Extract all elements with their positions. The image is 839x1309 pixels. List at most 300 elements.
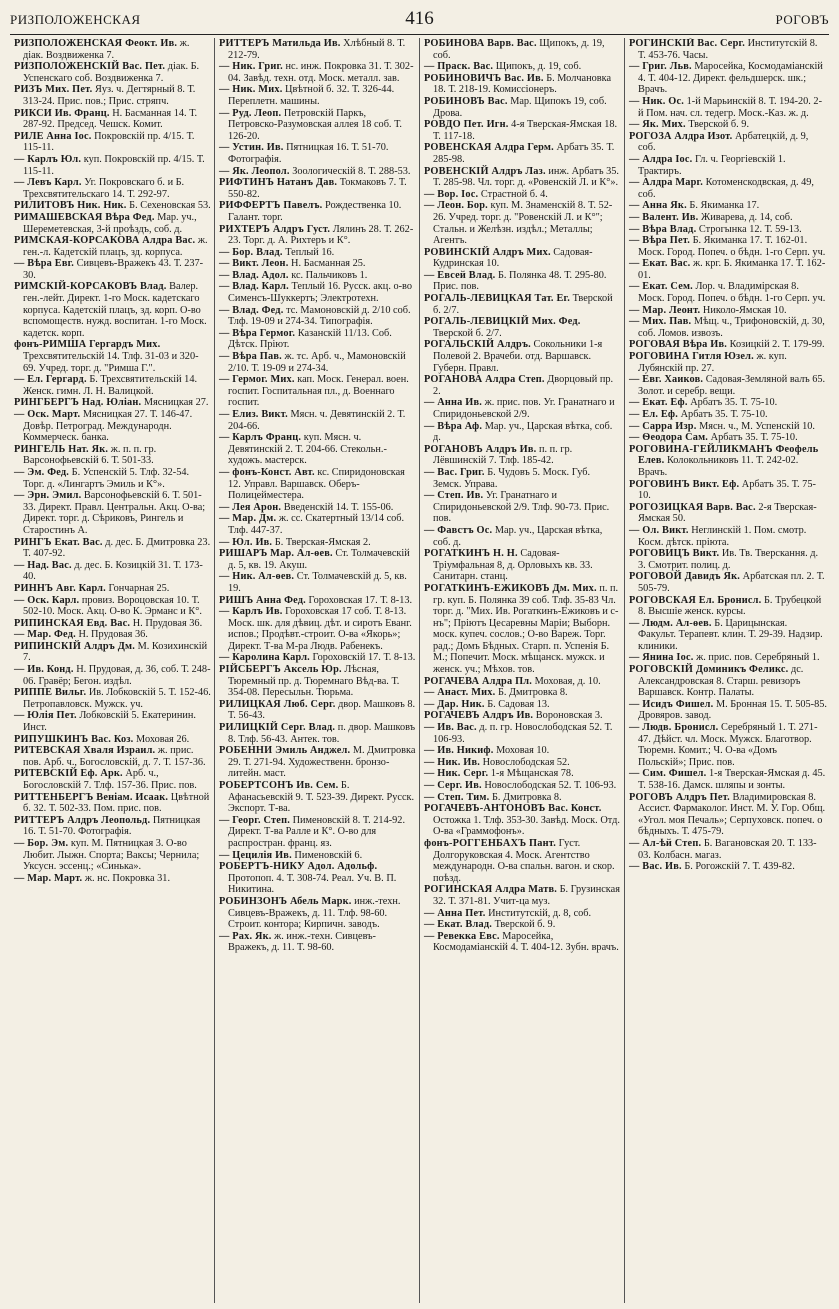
entry-details: Арбатецкій, д. 9, соб. xyxy=(638,130,809,154)
directory-entry xyxy=(13,374,211,397)
entry-details: Арбатъ 35. Т. 285-98. xyxy=(433,142,615,165)
entry-name: РИМСКАЯ-КОРСАКОВА Алдра Вас. xyxy=(14,235,196,247)
entry-name: — Ревекка Евс. xyxy=(424,930,500,942)
entry-details: Живарева, д. 14, соб. xyxy=(701,211,793,223)
entry-name: — Ив. Никиф. xyxy=(424,745,494,757)
entry-details: нс. инж. Покровка 31. Т. 302-04. Завѣд. техн. отд. Моск. металл. зав. xyxy=(228,61,414,84)
entry-details: Б. Трехсвятительскій 14. Женск. гимн. Л. Н. Валицкой. xyxy=(23,374,198,397)
directory-entry xyxy=(423,339,621,374)
entry-name: — Фавстъ Ос. xyxy=(424,524,493,536)
entry-details: Ив. Тв. Тверскання. д. 3. Смотрит. полиц. д. xyxy=(638,548,819,571)
entry-name: — Вѣра Аф. xyxy=(424,420,483,432)
entry-details: Ив. Лобковскій 5. Т. 152-46. Петропавловск. Мужск. уч. xyxy=(23,687,211,710)
directory-entry xyxy=(423,189,621,201)
directory-entry xyxy=(423,316,621,339)
entry-name: — Анаст. Мих. xyxy=(424,687,496,699)
entry-name: РОГАЛЬСКІЙ Алдръ. xyxy=(424,339,531,351)
entry-details: Строгынка 12. Т. 59-13. xyxy=(698,223,802,235)
entry-name: — Каролина Карл. xyxy=(219,652,310,664)
entry-name: — Дар. Ник. xyxy=(424,698,485,710)
directory-entry xyxy=(628,838,827,861)
directory-entry xyxy=(218,84,416,107)
entry-name: РОГИНСКАЯ Алдра Матв. xyxy=(424,884,558,896)
entry-name: — Степ. Тим. xyxy=(424,791,490,803)
entry-name: РОБЕРТЪ-НИКУ Адол. Адольф. xyxy=(219,861,378,873)
entry-details: Мѣщ. ч., Трифоновскій, д. 30, соб. Ломов. извозъ. xyxy=(638,316,825,339)
entry-details: Моховая 26. xyxy=(136,733,190,745)
directory-entry xyxy=(13,84,211,107)
entry-details: Ст. Толмачевскій д. 5, кв. 19. xyxy=(228,571,407,594)
entry-details: М. Бронная 15. Т. 505-85. Дровяров. завод. xyxy=(638,698,827,722)
entry-details: Б. Рогожскій 7. Т. 439-82. xyxy=(684,861,795,873)
entry-name: РИПИНСКІЙ Алдръ Дм. xyxy=(14,640,136,652)
entry-details: кап. Моск. Генерал. воен. госпит. Госпитальная пл., д. Военнаго госпит. xyxy=(228,374,409,409)
directory-entry xyxy=(13,838,211,873)
directory-entry xyxy=(423,757,621,769)
header-left-word: РИЗПОЛОЖЕНСКАЯ xyxy=(10,12,141,27)
entry-name: — Евг. Хаиков. xyxy=(629,374,704,386)
entry-name: РИШЪ Анна Фед. xyxy=(219,594,306,606)
directory-entry xyxy=(218,652,416,664)
directory-entry xyxy=(628,699,827,722)
entry-name: — Вѣра Пет. xyxy=(629,235,691,247)
directory-entry xyxy=(218,166,416,178)
entry-name: РОГОЗА Алдра Изот. xyxy=(629,130,733,142)
entry-name: РИТЕВСКАЯ Хваля Израил. xyxy=(14,745,156,757)
directory-entry xyxy=(628,224,827,236)
entry-details: Лор. ч. Владимірская 8. Моск. Город. Попеч. о бѣдн. 1-го Серп. уч. xyxy=(638,281,826,305)
directory-entry xyxy=(218,351,416,374)
directory-entry xyxy=(423,374,621,397)
directory-entry xyxy=(13,397,211,409)
directory-entry xyxy=(218,780,416,815)
directory-entry xyxy=(423,745,621,757)
directory-entry xyxy=(628,571,827,594)
entry-name: — Вѣра Евг. xyxy=(14,258,75,270)
entry-details: п. п. гр. Лёвшинскій 7. Тлф. 185-42. xyxy=(433,443,573,467)
entry-name: — Исидъ Фишел. xyxy=(629,698,714,710)
entry-name: РОГАНОВЪ Алдръ Ив. xyxy=(424,443,537,455)
entry-name: — Карлъ Ив. xyxy=(219,606,283,618)
entry-name: — Юлія Пет. xyxy=(14,710,77,722)
entry-details: Новослободская 52. Т. 106-93. xyxy=(484,780,617,791)
directory-entry xyxy=(628,154,827,177)
entry-name: — Бор. Влад. xyxy=(219,246,283,258)
entry-name: — Викт. Леон. xyxy=(219,258,289,270)
entry-details: ж. нс. Покровка 31. xyxy=(84,872,171,884)
header-right-word: РОГОВЪ xyxy=(775,12,829,27)
entry-name: РОГАТКИНЪ-ЕЖИКОВЪ Дм. Мих. xyxy=(424,582,597,594)
entry-details: д. дес. Б. Козицкій 31. Т. 173-40. xyxy=(23,559,203,583)
directory-entry xyxy=(218,38,416,61)
page-header xyxy=(10,8,829,35)
directory-entry xyxy=(628,374,827,397)
directory-entry xyxy=(218,606,416,652)
entry-details: Густ. Долгоруковская 4. Моск. Агентство международн. О-ва спальн. вагон. и скор. поѣзд. xyxy=(433,837,615,884)
entry-details: Мясн. ч. Девятинскій 2. Т. 204-66. xyxy=(228,409,406,432)
directory-entry xyxy=(218,281,416,304)
entry-details: Тверской б. 9. xyxy=(494,919,556,931)
directory-entry xyxy=(628,177,827,200)
entry-details: Мясн. ч., М. Успенскій 10. xyxy=(699,420,815,432)
directory-entry xyxy=(13,200,211,212)
directory-entry xyxy=(628,339,827,351)
entry-details: 1-й Марьинскій 8. Т. 194-20. 2-й Пом. нач. сл. тедегр. Моск.-Каз. ж. д. xyxy=(638,95,823,119)
entry-name: РОБИНОВИЧЪ Вас. Ив. xyxy=(424,72,544,84)
entry-name: — Вѣра Влад. xyxy=(629,223,697,235)
entry-name: РИМСКІЙ-КОРСАКОВЪ Влад. xyxy=(14,281,167,293)
entry-name: РИЗПОЛОЖЕНСКАЯ Феокт. Ив. xyxy=(14,38,178,49)
entry-details: Б. Царицынская. Факульт. Терапевт. клин. Т. 29-39. Надзир. клиники. xyxy=(638,617,823,652)
entry-name: РОГОВСКАЯ Ел. Бронисл. xyxy=(629,594,762,606)
page-number: 416 xyxy=(405,8,434,29)
directory-entry xyxy=(13,641,211,664)
entry-details: Садовая-Кудринская 10. xyxy=(433,246,593,270)
entry-details: Пименовскій 8. Т. 214-92. Директ. Т-ва Ралле и К°. О-во для распростран. франц. яз. xyxy=(228,814,406,849)
entry-details: Мясницкая 27. xyxy=(143,397,209,409)
entry-details: ж. крг. Б. Якиманка 17. Т. 162-01. xyxy=(638,258,826,281)
entry-name: — Ник. Ив. xyxy=(424,756,481,768)
column-3 xyxy=(420,38,625,1303)
directory-entry xyxy=(628,131,827,154)
entry-details: Вороновская 3. xyxy=(535,710,603,722)
entry-details: Арбатъ 35. Т. 75-10. xyxy=(680,409,768,420)
entry-details: Лобковскій 5. Екатеринин. Инст. xyxy=(23,710,196,734)
entry-details: Котоменскодвская, д. 49, соб. xyxy=(638,177,814,200)
entry-details: Б. Успенскій 5. Тлф. 32-54. Торг. д. «Лингартъ Эмиль и К°». xyxy=(23,466,190,490)
entry-details: Мясницкая 27. Т. 146-47. Довѣр. Петроград. Международн. Коммерческ. банка. xyxy=(23,409,193,444)
entry-name: РОГАНОВА Алдра Степ. xyxy=(424,374,545,386)
entry-name: — Влад. Фед. xyxy=(219,304,284,316)
entry-name: РИНГБЕРГЪ Над. Юліан. xyxy=(14,397,142,409)
entry-name: РОВДО Пет. Игн. xyxy=(424,119,509,131)
entry-details: Гороховская 17 соб. Т. 8-13. Моск. шк. для дѣвиц. дѣт. и сиротъ Еванг. испов.; Продѣвт.-строит. О-ва «Якорь»; Директ. Т-ва М-ра Людв. Рабенекъ. xyxy=(228,606,412,652)
entry-name: РИХТЕРЪ Алдръ Густ. xyxy=(219,223,331,235)
directory-entry xyxy=(218,722,416,745)
entry-name: РОГАТКИНЪ Н. Н. xyxy=(424,548,518,560)
entry-name: — Анна Ив. xyxy=(424,397,483,409)
directory-entry xyxy=(423,710,621,722)
entry-details: куп. М. Знаменскій 8. Т. 52-26. Учред. торг. д. "Ровенскій Л. и К°"; Стальн. и Желѣзн. издѣл.; Металлы; Агентъ. xyxy=(433,200,613,247)
entry-name: РИТТЕРЪ Матильда Ив. xyxy=(219,38,341,49)
directory-entry xyxy=(423,421,621,444)
directory-entry xyxy=(423,699,621,711)
entry-details: тс. Мамоновскій д. 2/10 соб. Тлф. 19-09 и 274-34. Типографія. xyxy=(228,304,411,328)
entry-name: РОВИНСКІЙ Алдръ Мих. xyxy=(424,246,551,258)
entry-name: РІЙСБЕРГЪ Аксель Юр. xyxy=(219,664,342,676)
entry-details: Тверской б. 9. xyxy=(688,119,750,131)
entry-details: Б. Вагановская 20. Т. 133-03. Колбасн. магаз. xyxy=(638,837,817,861)
entry-details: инж.-техн. Сивцевъ-Вражекъ, д. 11. Тлф. 98-60. Строит. контора; Кирпичн. заводъ. xyxy=(228,895,401,931)
directory-entry xyxy=(218,224,416,247)
directory-entry xyxy=(218,61,416,84)
entry-details: Рождественка 10. Галант. торг. xyxy=(228,200,402,223)
entry-details: Б. Якиманка 17. Т. 162-01. Моск. Город. Попеч. о бѣдн. 1-го Серп. уч. xyxy=(638,235,826,258)
entry-name: РОГАЧЕВЪ Алдръ Ив. xyxy=(424,710,534,722)
entry-details: Мар. Щипокъ 19, соб. Дрова. xyxy=(433,95,607,119)
directory-entry xyxy=(13,792,211,815)
entry-details: Пятницкая 16. Т. 51-70. Фотографія. xyxy=(228,142,389,165)
entry-details: Валер. ген.-лейт. Директ. 1-го Моск. кадетскаго корпуса. Кадетскій плацъ, зд. корп. О-во вспомоществ. нужд. воспитан. 1-го Моск. кадетск. корп. xyxy=(23,281,207,339)
entry-details: Уг. Гранатнаго и Спиридоньевской 2/9. Тлф. 90-73. Прис. пов. xyxy=(433,490,610,525)
entry-details: Б. Садовая 13. xyxy=(487,698,550,710)
entry-name: РОГАЧЕВА Алдра Пл. xyxy=(424,675,533,687)
entry-details: ж. ген.-л. Кадетскій плацъ, зд. корпуса. xyxy=(23,235,208,258)
directory-entry xyxy=(423,293,621,316)
entry-name: РИЛЕ Анна Іос. xyxy=(14,130,92,142)
directory-entry xyxy=(628,351,827,374)
entry-details: Н. Басманная 25. xyxy=(291,258,366,270)
columns xyxy=(10,38,833,1303)
entry-name: — Гермог. Мих. xyxy=(219,374,295,386)
directory-entry xyxy=(423,792,621,804)
directory-entry xyxy=(628,444,827,479)
entry-name: РИЛИТОВЪ Ник. Ник. xyxy=(14,200,127,212)
directory-entry xyxy=(218,745,416,780)
entry-details: Мар. уч., Шереметевская, 3-й проѣздъ, соб. д. xyxy=(23,211,197,235)
entry-name: — Сим. Фишел. xyxy=(629,768,707,780)
entry-details: Сивцевъ-Вражекъ 43. Т. 237-30. xyxy=(23,258,204,281)
entry-name: — Янина Іос. xyxy=(629,652,694,664)
entry-name: РИМАШЕВСКАЯ Вѣра Фед. xyxy=(14,211,155,223)
directory-entry xyxy=(628,119,827,131)
entry-details: Покровскій пр. 4/15. Т. 115-11. xyxy=(23,130,195,154)
directory-entry xyxy=(13,467,211,490)
entry-details: ж. діак. Воздвиженка 7. xyxy=(23,38,190,61)
entry-details: Маросейка, Космодаміанскій 4. Т. 404-12. Зубн. врачъ. xyxy=(433,930,619,954)
entry-details: Мар. уч., Царская вѣтка, соб. д. xyxy=(433,420,613,444)
directory-entry xyxy=(13,409,211,444)
entry-details: 1-я Тверская-Ямская д. 45. Т. 538-16. Дамск. шляпы и зонты. xyxy=(638,768,826,791)
entry-details: Дворцовый пр. 2. xyxy=(433,374,614,397)
directory-entry xyxy=(218,467,416,502)
directory-entry xyxy=(423,270,621,293)
directory-entry xyxy=(13,281,211,339)
entry-name: — Ел. Гергард. xyxy=(14,374,87,386)
entry-name: — Вас. Григ. xyxy=(424,466,485,478)
directory-entry xyxy=(628,861,827,873)
entry-name: — Мар. Фед. xyxy=(14,629,76,641)
directory-entry xyxy=(218,258,416,270)
entry-name: РИНГЪ Екат. Вас. xyxy=(14,536,103,548)
directory-entry xyxy=(423,166,621,189)
directory-entry xyxy=(423,200,621,246)
entry-details: ж. инж.-техн. Сивцевъ-Вражекъ, д. 11. Т. 98-60. xyxy=(228,930,376,954)
entry-details: ж. прис. пов. Арб. ч., Богословскій, д. 7. Т. 157-36. xyxy=(23,745,206,768)
entry-details: ж. прис. пов. Серебряный 1. xyxy=(696,652,820,664)
entry-name: — Карлъ Юл. xyxy=(14,153,82,165)
directory-entry xyxy=(218,305,416,328)
entry-details: Гороховскій 17. Т. 8-13. xyxy=(312,652,416,664)
directory-entry xyxy=(218,432,416,467)
directory-entry xyxy=(423,96,621,119)
entry-details: Пименовскій 6. xyxy=(294,849,363,861)
entry-details: Сокольники 1-я Полевой 2. Врачеби. отд. Варшавск. Губерн. Правл. xyxy=(433,339,603,374)
entry-name: фонъ-РИМША Гергардъ Мих. xyxy=(14,339,161,351)
column-2 xyxy=(215,38,420,1303)
entry-details: Теплый 16. xyxy=(285,246,335,258)
directory-entry xyxy=(423,768,621,780)
directory-entry xyxy=(13,687,211,710)
entry-name: — Ник. Серг. xyxy=(424,768,489,780)
entry-name: — Валент. Ив. xyxy=(629,211,699,223)
entry-details: Н. Прудовая 36. xyxy=(78,629,148,641)
directory-entry xyxy=(218,409,416,432)
directory-entry xyxy=(218,247,416,259)
directory-entry xyxy=(628,281,827,304)
entry-details: Гл. ч. Георгіевскій 1. Трактиръ. xyxy=(638,153,786,177)
entry-name: РОВЕНСКАЯ Алдра Герм. xyxy=(424,142,554,154)
directory-entry xyxy=(13,595,211,618)
directory-entry xyxy=(13,177,211,200)
directory-entry xyxy=(423,687,621,699)
entry-name: РИТТЕНБЕРГЪ Веніам. Исаак. xyxy=(14,791,169,803)
entry-name: РИЗЪ Мих. Пет. xyxy=(14,84,93,96)
entry-name: РОГОВИНЪ Викт. Еф. xyxy=(629,478,740,490)
directory-entry xyxy=(13,490,211,536)
directory-entry xyxy=(13,873,211,885)
directory-entry xyxy=(423,467,621,490)
entry-details: Арбатъ 35. Т. 75-10. xyxy=(638,478,816,502)
entry-details: Садовая-Земляной валъ 65. Золот. и серебр. вещи. xyxy=(638,374,826,397)
directory-entry xyxy=(423,780,621,792)
directory-entry xyxy=(628,618,827,653)
entry-details: Яуз. ч. Дегтярный 8. Т. 313-24. Прис. пов.; Прис. стряпч. xyxy=(23,84,196,107)
entry-name: РОБЕРТСОНЪ Ив. Сем. xyxy=(219,780,339,791)
entry-details: провиз. Вороцовская 10. Т. 502-10. Моск. Акц. О-во К. Эрманс и К°. xyxy=(23,594,202,618)
directory-entry xyxy=(218,850,416,862)
directory-entry xyxy=(628,548,827,571)
entry-name: РОГОВИЦЪ Викт. xyxy=(629,548,720,560)
entry-details: Арб. ч., Богословскій 7. Тлф. 157-36. Прис. пов. xyxy=(23,768,197,791)
directory-entry xyxy=(423,722,621,745)
entry-name: — Леон. Бор. xyxy=(424,200,488,212)
directory-entry xyxy=(423,931,621,954)
directory-entry xyxy=(628,258,827,281)
entry-details: Цвѣтной б. 32. Т. 502-33. Пом. прис. пов. xyxy=(23,791,210,815)
directory-entry xyxy=(13,61,211,84)
directory-entry xyxy=(423,38,621,61)
directory-entry xyxy=(628,409,827,421)
entry-name: РОБИНЗОНЪ Абель Марк. xyxy=(219,895,352,907)
entry-details: Арбатъ 35. Т. 75-10. xyxy=(690,397,778,409)
entry-name: — Як. Мих. xyxy=(629,119,686,131)
entry-details: Уг. Покровскаго б. и Б. Трехсвятительскаго 14. Т. 292-97. xyxy=(23,177,185,200)
entry-name: РИТЕВСКІЙ Еф. Арк. xyxy=(14,768,123,780)
entry-name: — Лея Арон. xyxy=(219,501,282,513)
entry-name: — Над. Вас. xyxy=(14,559,72,571)
directory-entry xyxy=(218,502,416,514)
entry-details: Петровскій Паркъ, Петровско-Разумовская аллея 18 соб. Т. 126-20. xyxy=(228,107,402,142)
entry-name: РИФТИНЪ Натанъ Дав. xyxy=(219,177,338,189)
directory-entry xyxy=(423,884,621,907)
entry-name: — Эрн. Эмил. xyxy=(14,490,82,502)
entry-details: Б. Молчановка 18. Т. 218-19. Комиссіонеръ. xyxy=(433,72,612,96)
entry-details: кс. Пальчиковъ 1. xyxy=(291,269,368,281)
entry-name: — Мар. Март. xyxy=(14,872,83,884)
entry-name: — Георг. Степ. xyxy=(219,814,290,826)
entry-details: Маросейка, Космодаміанскій 4. Т. 404-12. Директ. фельдшерск. шк.; Врачъ. xyxy=(638,61,823,96)
directory-entry xyxy=(13,537,211,560)
entry-details: Страстной б. 4. xyxy=(480,188,548,200)
entry-name: — Григ. Льв. xyxy=(629,61,692,73)
directory-entry xyxy=(13,745,211,768)
directory-entry xyxy=(218,177,416,200)
directory-entry xyxy=(423,919,621,931)
directory-entry xyxy=(13,212,211,235)
entry-name: РИФФЕРТЪ Павелъ. xyxy=(219,200,323,212)
entry-details: Цвѣтной б. 32. Т. 326-44. Переплетн. машины. xyxy=(228,84,395,107)
entry-details: 1-я Мѣщанская 78. xyxy=(490,768,574,780)
entry-name: — Ив. Конд. xyxy=(14,664,74,676)
entry-name: РИПУШКИНЪ Вас. Коз. xyxy=(14,733,134,745)
entry-name: РОБИНОВЪ Вас. xyxy=(424,95,508,107)
entry-details: діак. Б. Успенскаго соб. Воздвиженка 7. xyxy=(23,61,200,84)
directory-entry xyxy=(218,537,416,549)
entry-name: — Цецилія Ив. xyxy=(219,849,292,861)
entry-details: куп. Покровскій пр. 4/15. Т. 115-11. xyxy=(23,153,205,177)
entry-name: РОВЕНСКІЙ Алдръ Лаз. xyxy=(424,165,546,177)
directory-entry xyxy=(423,548,621,583)
entry-details: дс. Александровская 8. Старш. ревизоръ Варшавск. Контр. Палаты. xyxy=(638,664,804,699)
entry-details: п. п. гр. куп. Б. Полянка 39 соб. Тлф. 35-83 Чл. торг. д. "Мих. Ив. Рогаткинъ-Ежиковъ и с-нъ"; Пріютъ Цесаревны Маріи; Выборн. моск. купеч. сослов.; О-во Вареж. Торг. рад.; Домъ Бѣдных. Старп. п. Успенія Б. М.; Попечит. Моск. мѣщанск. мужск. и женск. уч.; Мѣхов. тов. xyxy=(433,582,619,676)
entry-name: — Серг. Ив. xyxy=(424,780,482,791)
entry-name: — фонъ-Конст. Авт. xyxy=(219,466,315,478)
directory-entry xyxy=(13,734,211,746)
entry-details: Трехсвятительскій 14. Тлф. 31-03 и 320-69. Учред. торг. д. "Римша Г.". xyxy=(23,351,199,374)
directory-entry xyxy=(628,525,827,548)
entry-details: Б. Дмитровка 8. xyxy=(497,687,568,699)
entry-name: — Ник. Ал-ѳев. xyxy=(219,571,295,583)
entry-name: РИНГЕЛЬ Нат. Як. xyxy=(14,443,109,455)
entry-details: Гороховская 17. Т. 8-13. xyxy=(308,594,413,606)
directory-entry xyxy=(218,548,416,571)
entry-name: — Степ. Ив. xyxy=(424,490,484,502)
directory-entry xyxy=(628,200,827,212)
directory-entry xyxy=(628,432,827,444)
entry-details: Н. Прудовая, д. 36, соб. Т. 248-06. Гравёр; Бегон. издѣл. xyxy=(23,664,211,687)
entry-details: Б. Грузинская 32. Т. 371-81. Учит-ца муз. xyxy=(433,884,620,907)
entry-details: Институтскій 8. Т. 453-76. Часы. xyxy=(638,38,818,61)
directory-entry xyxy=(13,258,211,281)
directory-entry xyxy=(218,861,416,896)
entry-name: — Екат. Еф. xyxy=(629,397,688,409)
directory-entry xyxy=(628,212,827,224)
entry-details: Токмаковъ 7. Т. 550-82. xyxy=(228,177,407,200)
column-1 xyxy=(10,38,215,1303)
entry-name: — Влад. Адол. xyxy=(219,269,289,281)
entry-name: — Юл. Ив. xyxy=(219,536,273,548)
directory-entry xyxy=(13,664,211,687)
entry-details: куп. Мясн. ч. Девятинскій 2. Т. 204-66. Стекольн.-художъ. мастерск. xyxy=(228,432,387,467)
directory-entry xyxy=(628,479,827,502)
entry-name: — Устин. Ив. xyxy=(219,142,284,154)
entry-name: — Алдра Іос. xyxy=(629,153,693,165)
entry-details: Пятницкая 16. Т. 51-70. Фотографія. xyxy=(23,814,201,838)
entry-name: РИШАРЪ Мар. Ал-ѳев. xyxy=(219,548,333,560)
entry-name: — Мар. Леонт. xyxy=(629,304,701,316)
entry-name: — Вас. Ив. xyxy=(629,861,682,873)
entry-name: РИЛИЦКАЯ Люб. Серг. xyxy=(219,698,336,710)
entry-name: РОГАЧЕВЪ-АНТОНОВЪ Вас. Конст. xyxy=(424,803,602,815)
entry-name: — Екат. Сем. xyxy=(629,281,693,293)
directory-entry xyxy=(13,560,211,583)
entry-details: д. п. гр. Новослободская 52. Т. 106-93. xyxy=(433,722,613,745)
entry-name: — Ел. Еф. xyxy=(629,409,679,420)
entry-name: — Людв. Бронисл. xyxy=(629,722,719,734)
directory-entry xyxy=(423,61,621,73)
directory-entry xyxy=(423,525,621,548)
